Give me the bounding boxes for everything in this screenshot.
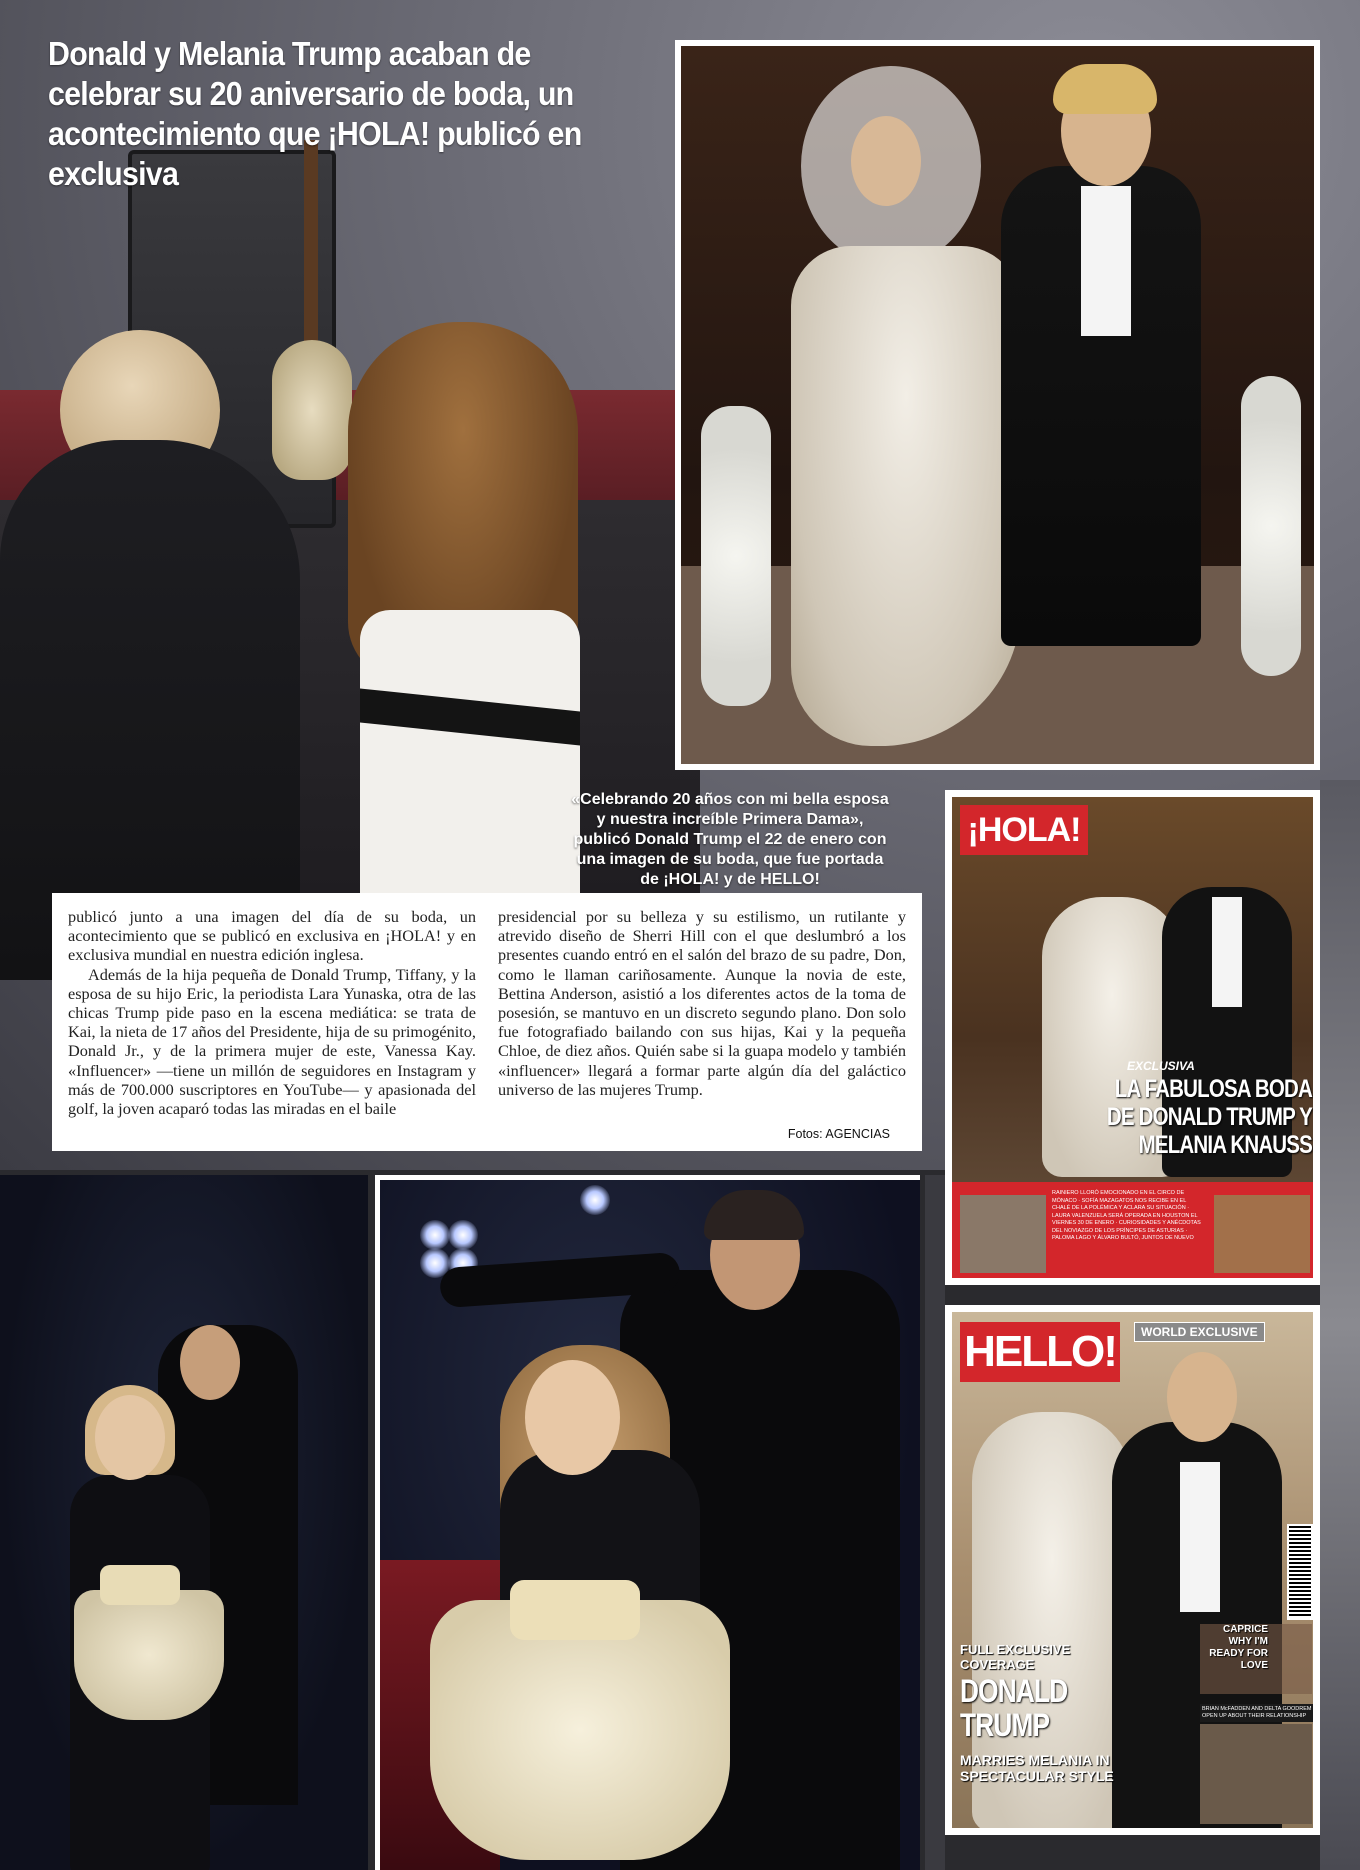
article-paragraph: presidencial por su belleza y su estilismo, un rutilante y atrevido diseño de Sherri Hill con el que deslumbró a los presentes cuando entró en el salón del brazo de su padre, Don, como le llaman cariñosamente. Aunque la novia de este, Bettina Anderson, asistió a los diferentes actos de la toma de posesión, se mantuvo en un discreto segundo plano. Don solo fue fotografiado bailando con sus hijas, Kai y la pequeña Chloe, de diez años. Quién sabe si la guapa modelo y también «influencer» llegará a formar parte algún día del galáctico universo de las mujeres Trump. (498, 907, 906, 1099)
photo-credit: Fotos: AGENCIAS (787, 1127, 890, 1141)
wedding-photo (675, 40, 1320, 770)
stage-light-icon (420, 1220, 450, 1250)
hola-logo: ¡HOLA! (960, 805, 1088, 855)
article-paragraph: Además de la hija pequeña de Donald Trump, Tiffany, y la esposa de su hijo Eric, la periodista Lara Yunaska, otra de las chicas Trump pide paso en la escena mediática: se trata de Kai, la nieta de 17 años del Presidente, hija de su primogénito, Donald Jr., y de la primera mujer de este, Vanessa Kay. «Influencer» —tiene un millón de seguidores en Instagram y más de 700.000 suscriptores en YouTube— y apasionada del golf, la joven acaparó todas las miradas en el baile (68, 964, 476, 1119)
girl-skirt-image (74, 1590, 224, 1720)
hola-news-list: RAINIERO LLORÓ EMOCIONADO EN EL CIRCO DE MÓNACO · SOFÍA MAZAGATOS NOS RECIBE EN EL CHALÉ DE LA POLÉMICA Y ACLARA SU SITUACIÓN · LAURA VALENZUELA SERÁ OPERADA EN HOUSTON EL VIERNES 30 DE ENERO · CURIOSIDADES Y ANÉCDOTAS DEL NOVIAZGO DE LOS PRÍNCIPES DE ASTURIAS · PALOMA LAGO Y ÁLVARO BULTÓ, JUNTOS DE NUEVO (1052, 1190, 1201, 1241)
hello-groom-shirt (1180, 1462, 1220, 1612)
hola-thumbnail-right (1214, 1195, 1310, 1273)
hola-thumbnail-left (960, 1195, 1046, 1273)
hola-exclusiva-label: EXCLUSIVA (1127, 1059, 1195, 1073)
article-column-2 (498, 907, 906, 1141)
photo-gap-strip (925, 1175, 945, 1870)
hello-cover (945, 1305, 1320, 1835)
stage-light-icon (448, 1220, 478, 1250)
hola-cover-title: LA FABULOSA BODA DE DONALD TRUMP Y MELANIA KNAUSS (1106, 1075, 1312, 1159)
hello-groom-head (1167, 1352, 1237, 1442)
page-headline: Donald y Melania Trump acaban de celebrar su 20 aniversario de boda, un acontecimiento que ¡HOLA! publicó en exclusiva (48, 35, 582, 192)
hello-full-coverage: FULL EXCLUSIVE COVERAGE (960, 1642, 1071, 1672)
flowers-right (1241, 376, 1301, 676)
photo-caption: «Celebrando 20 años con mi bella esposa y nuestra increíble Primera Dama», publicó Donald Trump el 22 de enero con una imagen de su boda, que fue portada de ¡HOLA! y de HELLO! (571, 791, 889, 888)
bride-dress (791, 246, 1021, 746)
right-background (1320, 780, 1360, 1870)
bride-head (851, 116, 921, 206)
article-paragraph: publicó junto a una imagen del día de su boda, un acontecimiento que se publicó en exclusiva en ¡HOLA! y en exclusiva mundial en nuestra edición inglesa. (68, 907, 476, 965)
article-body (52, 893, 922, 1151)
girl-bow-image (510, 1580, 640, 1640)
hello-cover-title: DONALD TRUMP (960, 1673, 1068, 1743)
man-head-image (180, 1325, 240, 1400)
barcode-icon (1287, 1524, 1313, 1620)
man-hair-image (704, 1190, 804, 1240)
flowers-left (701, 406, 771, 706)
guitar-image (272, 340, 352, 480)
hello-world-exclusive: WORLD EXCLUSIVE (1134, 1322, 1265, 1342)
hello-logo: HELLO! (960, 1322, 1120, 1382)
hola-groom-shirt (1212, 897, 1242, 1007)
girl-bow-image (100, 1565, 180, 1605)
stage-light-icon (580, 1185, 610, 1215)
hello-mcfadden-text: BRIAN McFADDEN AND DELTA GOODREM OPEN UP ABOUT THEIR RELATIONSHIP (1200, 1704, 1316, 1722)
hola-cover (945, 790, 1320, 1285)
photo-girl-standing (0, 1175, 368, 1870)
article-column-1 (68, 907, 476, 1141)
girl-head-image (95, 1395, 165, 1480)
groom-shirt (1081, 186, 1131, 336)
hello-marries-text: MARRIES MELANIA IN SPECTACULAR STYLE (960, 1752, 1114, 1784)
groom-hair (1053, 64, 1157, 114)
hello-thumbnail-couple (1200, 1724, 1312, 1824)
hello-caprice-text: CAPRICE WHY I'M READY FOR LOVE (1209, 1624, 1268, 1671)
photo-girl-dancing (375, 1175, 920, 1870)
girl-head-image (525, 1360, 620, 1475)
